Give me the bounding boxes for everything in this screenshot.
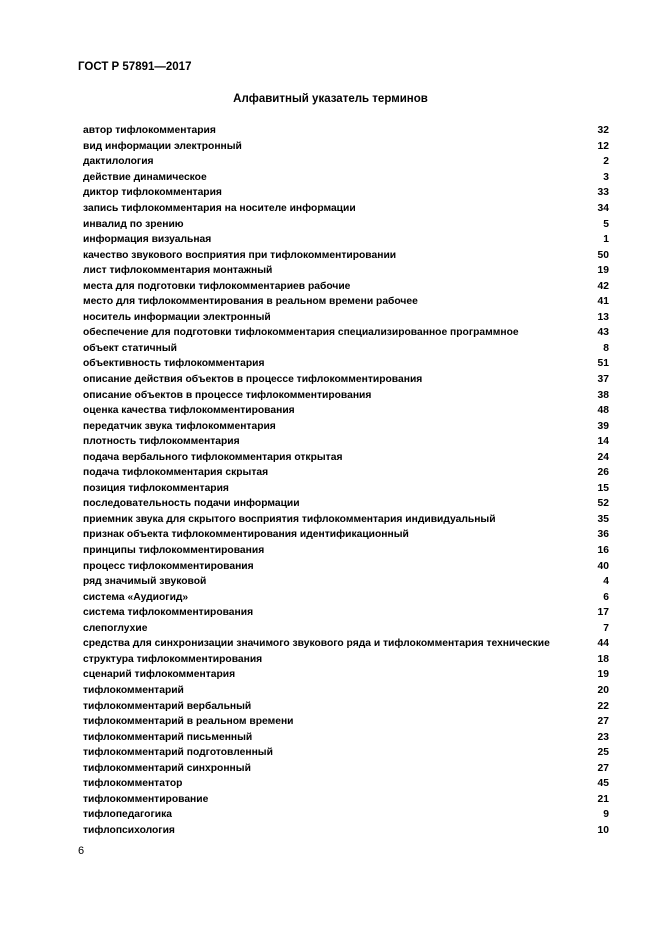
- index-entry-term: тифлокомментирование: [83, 793, 209, 805]
- index-entry-term: тифлокомментарий вербальный: [83, 700, 252, 712]
- index-entry-term: диктор тифлокомментария: [83, 187, 222, 199]
- index-entry-term: структура тифлокомментирования: [83, 653, 263, 665]
- index-entry-ref: 35: [597, 513, 609, 525]
- index-entry: [83, 605, 609, 621]
- index-entry-ref: 5: [603, 218, 609, 230]
- index-entry-term: инвалид по зрению: [83, 218, 184, 230]
- index-entry-term: описание действия объектов в процессе тифлокомментирования: [83, 374, 423, 386]
- index-title: Алфавитный указатель терминов: [233, 93, 428, 105]
- index-entry-term: подача вербального тифлокомментария открытая: [83, 451, 343, 463]
- index-entry: [83, 652, 609, 668]
- index-entry-ref: 19: [597, 265, 609, 277]
- index-entry-term: тифлокомментарий письменный: [83, 731, 253, 743]
- index-entry-term: описание объектов в процессе тифлокомментирования: [83, 389, 372, 401]
- index-entry-ref: 27: [597, 762, 609, 774]
- index-entry: [83, 341, 609, 357]
- page-number: 6: [78, 845, 85, 857]
- index-entry: [83, 403, 609, 419]
- index-entry-term: места для подготовки тифлокомментариев рабочие: [83, 280, 351, 292]
- index-entry-ref: 39: [597, 420, 609, 432]
- index-entry: [83, 807, 609, 823]
- index-entry-ref: 9: [603, 809, 609, 821]
- index-entry-ref: 26: [597, 467, 609, 479]
- index-entry: [83, 278, 609, 294]
- index-entry-term: носитель информации электронный: [83, 311, 271, 323]
- index-entry-term: оценка качества тифлокомментирования: [83, 405, 295, 417]
- index-entry-term: дактилология: [83, 156, 154, 168]
- index-entry: [83, 667, 609, 683]
- index-entry-ref: 50: [597, 249, 609, 261]
- index-entry-ref: 20: [597, 684, 609, 696]
- index-entry-ref: 17: [597, 607, 609, 619]
- index-entry: [83, 714, 609, 730]
- index-entry: [83, 543, 609, 559]
- index-entry-ref: 8: [603, 342, 609, 354]
- index-entry: [83, 170, 609, 186]
- index-entry-term: слепоглухие: [83, 622, 148, 634]
- index-entry: [83, 636, 609, 652]
- index-entry-ref: 48: [597, 405, 609, 417]
- index-entry-ref: 19: [597, 669, 609, 681]
- index-entry: [83, 263, 609, 279]
- index-entry: [83, 294, 609, 310]
- index-entry: [83, 760, 609, 776]
- index-entry-term: тифлокомментатор: [83, 778, 183, 790]
- index-entry: [83, 201, 609, 217]
- index-entry: [83, 698, 609, 714]
- index-entry-ref: 10: [597, 824, 609, 836]
- index-entry-ref: 15: [597, 482, 609, 494]
- index-entry-ref: 4: [603, 576, 609, 588]
- index-entry-ref: 23: [597, 731, 609, 743]
- index-entry-ref: 38: [597, 389, 609, 401]
- index-entry: [83, 745, 609, 761]
- index-entry-term: объект статичный: [83, 342, 177, 354]
- index-entry-ref: 7: [603, 622, 609, 634]
- index-entry-ref: 37: [597, 374, 609, 386]
- index-entry-term: тифлопсихология: [83, 824, 175, 836]
- index-entry: [83, 247, 609, 263]
- term-index-list: [83, 123, 609, 838]
- index-entry-ref: 41: [597, 296, 609, 308]
- index-entry-term: принципы тифлокомментирования: [83, 545, 265, 557]
- index-entry: [83, 434, 609, 450]
- index-entry: [83, 558, 609, 574]
- index-entry: [83, 621, 609, 637]
- index-entry-term: тифлокомментарий в реальном времени: [83, 716, 294, 728]
- index-entry-term: вид информации электронный: [83, 140, 242, 152]
- index-entry-term: средства для синхронизации значимого звукового ряда и тифлокомментария технические: [83, 638, 550, 650]
- index-entry-term: приемник звука для скрытого восприятия тифлокомментария индивидуальный: [83, 513, 496, 525]
- index-entry: [83, 792, 609, 808]
- index-entry-ref: 14: [597, 436, 609, 448]
- index-entry-term: качество звукового восприятия при тифлокомментировании: [83, 249, 397, 261]
- index-entry-term: признак объекта тифлокомментирования идентификационный: [83, 529, 409, 541]
- index-entry-term: действие динамическое: [83, 171, 207, 183]
- index-entry-ref: 12: [597, 140, 609, 152]
- index-entry-ref: 24: [597, 451, 609, 463]
- index-entry-term: подача тифлокомментария скрытая: [83, 467, 269, 479]
- index-entry-ref: 44: [597, 638, 609, 650]
- index-entry-ref: 25: [597, 747, 609, 759]
- index-entry-ref: 2: [603, 156, 609, 168]
- index-entry: [83, 465, 609, 481]
- index-entry-ref: 3: [603, 171, 609, 183]
- index-entry: [83, 527, 609, 543]
- index-entry: [83, 418, 609, 434]
- index-entry-term: система тифлокомментирования: [83, 607, 254, 619]
- index-entry-ref: 1: [603, 234, 609, 246]
- index-entry-term: система «Аудиогид»: [83, 591, 189, 603]
- index-entry-term: позиция тифлокомментария: [83, 482, 229, 494]
- index-entry-ref: 36: [597, 529, 609, 541]
- index-entry-term: процесс тифлокомментирования: [83, 560, 254, 572]
- index-entry: [83, 123, 609, 139]
- index-entry-term: запись тифлокомментария на носителе информации: [83, 203, 356, 214]
- index-entry-ref: 42: [597, 280, 609, 292]
- index-entry: [83, 449, 609, 465]
- index-entry-ref: 18: [597, 653, 609, 665]
- index-entry: [83, 232, 609, 248]
- index-entry-term: тифлопедагогика: [83, 809, 172, 821]
- index-entry-ref: 6: [603, 591, 609, 603]
- index-entry-ref: 21: [597, 793, 609, 805]
- index-entry-term: сценарий тифлокомментария: [83, 669, 236, 681]
- index-entry-ref: 45: [597, 778, 609, 790]
- index-entry-ref: 40: [597, 560, 609, 572]
- index-entry-term: место для тифлокомментирования в реальном времени рабочее: [83, 296, 418, 308]
- index-entry-term: обеспечение для подготовки тифлокомментария специализированное программное: [83, 327, 519, 339]
- index-entry-ref: 34: [597, 203, 609, 214]
- index-entry-ref: 32: [597, 125, 609, 137]
- index-entry-ref: 51: [597, 358, 609, 370]
- index-entry: [83, 325, 609, 341]
- index-entry: [83, 729, 609, 745]
- index-entry-term: информация визуальная: [83, 234, 212, 246]
- index-entry-ref: 33: [597, 187, 609, 199]
- index-entry: [83, 574, 609, 590]
- index-entry: [83, 823, 609, 839]
- index-entry: [83, 589, 609, 605]
- index-entry: [83, 216, 609, 232]
- index-entry-ref: 13: [597, 311, 609, 323]
- index-entry: [83, 356, 609, 372]
- index-entry-term: объективность тифлокомментария: [83, 358, 265, 370]
- index-entry-ref: 27: [597, 716, 609, 728]
- index-entry-term: ряд значимый звуковой: [83, 576, 207, 588]
- index-entry: [83, 683, 609, 699]
- index-entry-ref: 43: [597, 327, 609, 339]
- index-entry: [83, 776, 609, 792]
- index-entry-ref: 52: [597, 498, 609, 510]
- index-entry-term: плотность тифлокомментария: [83, 436, 240, 448]
- index-entry: [83, 512, 609, 528]
- index-entry-ref: 16: [597, 545, 609, 557]
- index-entry: [83, 496, 609, 512]
- index-entry: [83, 481, 609, 497]
- index-entry-ref: 22: [597, 700, 609, 712]
- index-entry: [83, 139, 609, 155]
- index-entry-term: передатчик звука тифлокомментария: [83, 420, 276, 432]
- index-entry: [83, 372, 609, 388]
- standard-code: ГОСТ Р 57891—2017: [78, 61, 192, 73]
- index-entry-term: тифлокомментарий синхронный: [83, 762, 251, 774]
- index-entry-term: тифлокомментарий: [83, 684, 184, 696]
- index-entry: [83, 185, 609, 201]
- index-entry-term: автор тифлокомментария: [83, 125, 216, 137]
- index-entry: [83, 387, 609, 403]
- index-entry: [83, 310, 609, 326]
- index-entry: [83, 154, 609, 170]
- index-entry-term: тифлокомментарий подготовленный: [83, 747, 273, 759]
- index-entry-term: лист тифлокомментария монтажный: [83, 265, 273, 277]
- index-entry-term: последовательность подачи информации: [83, 498, 300, 510]
